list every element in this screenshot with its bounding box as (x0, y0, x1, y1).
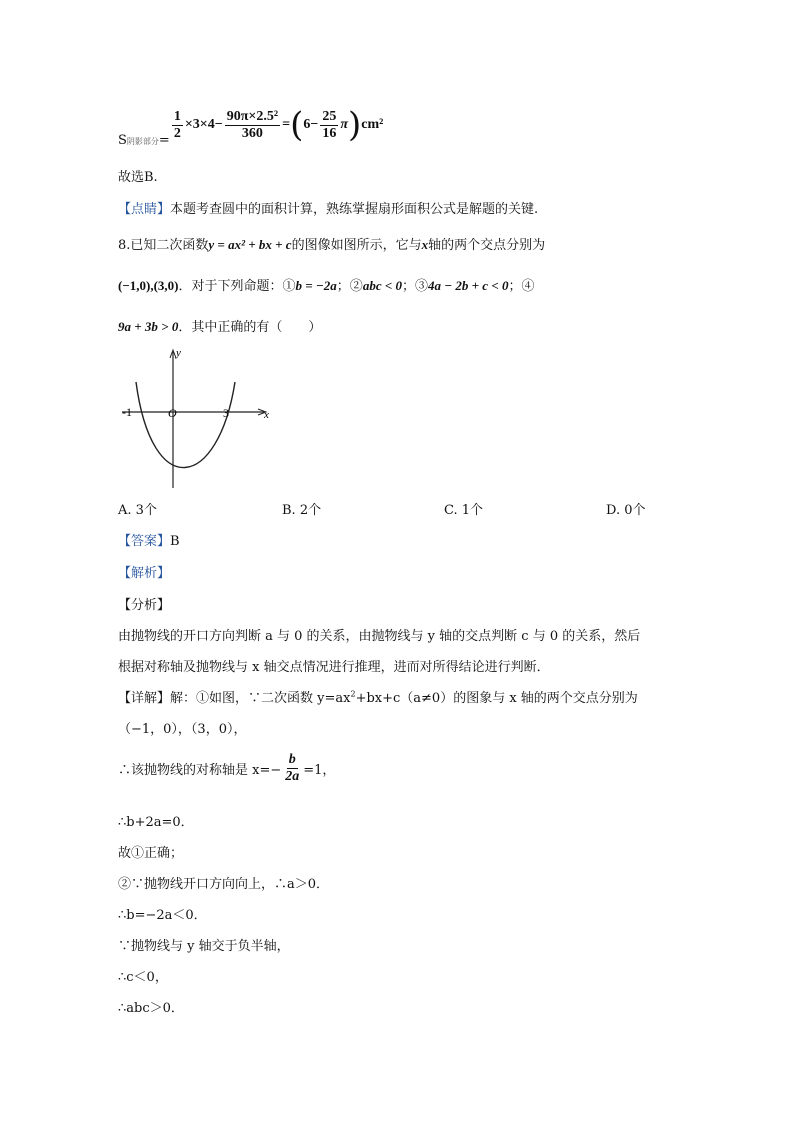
fenxi-line1: 由抛物线的开口方向判断 a 与 0 的关系，由抛物线与 y 轴的交点判断 c 与 0 的关系，然后 (118, 629, 641, 644)
fraction-sector: $\frac{\text{90π×2.5²}}{360}$ (226, 108, 279, 141)
answer-value: B (170, 534, 180, 549)
fraction-25-16: $\frac{25}{16}$ (322, 108, 337, 141)
q8-function: y = ax² + bx + c (208, 237, 292, 252)
q8-line1: 8.已知二次函数y = ax² + bx + c的图像如图所示，它与x轴的两个交点分别为 (118, 237, 546, 253)
dianjing-label: 【点睛】 (118, 202, 171, 217)
fenxi-line2: 根据对称轴及抛物线与 x 轴交点情况进行推理，进而对所得结论进行判断． (118, 660, 550, 675)
label-neg1: -1 (122, 405, 132, 419)
q8-line2: (−1,0),(3,0)．对于下列命题：①b = −2a；②abc < 0；③4a − 2b + c < 0；④ (118, 278, 535, 294)
paren-close: ) (348, 105, 362, 145)
area-lhs: S阴影部分= (118, 133, 170, 148)
q8-points: (−1,0),(3,0) (118, 278, 179, 293)
option-a: A. 3个 (118, 503, 157, 518)
xiangjie-label: 【详解】 (118, 691, 171, 706)
label-three: 3 (223, 406, 229, 420)
prop-3: 4a − 2b + c < 0 (428, 278, 509, 293)
answer-line (118, 530, 180, 549)
step-line-3: ②∵抛物线开口方向向上，∴a＞0． (118, 877, 330, 892)
step-line-7: ∴abc＞0． (118, 1001, 184, 1016)
area-formula (118, 100, 383, 150)
step-line-5: ∵抛物线与 y 轴交于负半轴， (118, 939, 290, 954)
q8-line3: 9a + 3b > 0．其中正确的有（ ） (118, 319, 322, 335)
option-c: C. 1个 (444, 503, 484, 518)
xiangjie-line1: 【详解】解：①如图，∵二次函数 $y=ax^2+bx+c(a\ne 0)$的图象与 x 轴的两个交点分别为 (118, 689, 638, 706)
prop-1: b = −2a (295, 278, 337, 293)
q8-xvar: x (421, 237, 429, 252)
parabola-curve (136, 382, 235, 468)
answer-label: 【答案】 (118, 534, 171, 549)
parabola-graph (118, 340, 278, 500)
step-line-4: ∴b=−2a＜0． (118, 908, 207, 923)
step-line-6: ∴c＜0， (118, 970, 168, 985)
choose-b-line: 故选B. (118, 170, 158, 185)
area-eq2: = (282, 117, 291, 132)
option-b: B. 2个 (282, 503, 322, 518)
paren-open: ( (290, 105, 304, 145)
label-origin: O (168, 406, 177, 420)
prop-4: 9a + 3b > 0 (118, 319, 179, 334)
x-axis-label: x (264, 409, 269, 421)
prop-2: abc < 0 (362, 278, 402, 293)
xiangjie-line2: （−1，0），（3，0）， (118, 722, 247, 737)
area-inner-lead: 6− (303, 117, 319, 132)
fraction-b-over-2a: $\frac{b}{2a}$ (285, 752, 300, 784)
jiexi-label: 【解析】 (118, 566, 171, 581)
axis-line: ∴该抛物线的对称轴是 x=− $\frac{b}{2a}$ =1， (118, 752, 336, 784)
area-unit: cm² (361, 117, 384, 132)
area-term1: ×3×4− (184, 117, 223, 132)
dianjing-text: 本题考查圆中的面积计算，熟练掌握扇形面积公式是解题的关键. (170, 202, 539, 217)
step-line-2: 故①正确； (118, 846, 184, 861)
y-axis-label: y (176, 347, 181, 359)
step-line-1: ∴b+2a=0． (118, 815, 194, 830)
pi-symbol: π (340, 117, 348, 132)
dianjing-line (118, 198, 538, 217)
fraction-half: $\frac{1}{2}$ (173, 108, 181, 141)
option-d: D. 0个 (606, 503, 646, 518)
fenxi-label: 【分析】 (118, 598, 171, 613)
